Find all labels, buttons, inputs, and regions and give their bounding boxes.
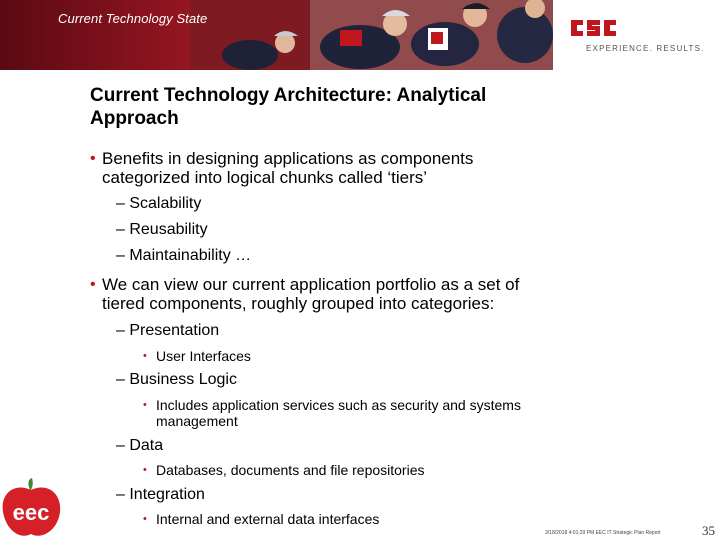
csc-logo [569,16,619,40]
detail-application-services [143,397,521,429]
bullet-2-line-1: We can view our current application portfolio as a set of [102,275,520,294]
detail-data-interfaces [143,511,380,527]
page-number: 35 [702,523,715,538]
bullet-1 [90,149,474,187]
footer-text: 3/18/2018 4:01:29 PM EEC IT Strategic Plan Report [545,530,661,536]
brand-logo-area [553,0,720,70]
bullet-dot: • [143,350,147,362]
slide-title-line-2: Approach [90,108,179,129]
sub-item-maintainability: – Maintainability … [116,247,252,264]
bullet-2 [90,275,520,313]
slide-title-line-1: Current Technology Architecture: Analytical [90,85,487,106]
slide-title [90,84,590,130]
bullet-dot: • [90,150,96,167]
bullet-dot: • [143,464,147,476]
brand-tagline: EXPERIENCE. RESULTS. [586,44,705,53]
bullet-dot: • [143,513,147,525]
header-banner [0,0,553,70]
banner-title: Current Technology State [58,11,208,26]
bullet-1-line-1: Benefits in designing applications as components [102,149,474,168]
sub-item-business-logic: – Business Logic [116,371,237,388]
detail-text-line-2: management [156,413,238,429]
bullet-2-line-2: tiered components, roughly grouped into categories: [102,294,495,313]
detail-text: Internal and external data interfaces [156,511,380,527]
detail-text-line-1: Includes application services such as security and systems [156,397,521,413]
detail-text: Databases, documents and file repositories [156,462,425,478]
detail-user-interfaces [143,348,251,364]
bullet-1-line-2: categorized into logical chunks called ‘tiers’ [102,168,428,187]
sub-item-reusability: – Reusability [116,221,208,238]
bullet-dot: • [90,276,96,293]
svg-text:eec: eec [12,500,50,525]
detail-databases [143,462,425,478]
sub-item-scalability: – Scalability [116,195,202,212]
sub-item-data: – Data [116,437,164,454]
sub-item-presentation: – Presentation [116,322,220,339]
detail-text: User Interfaces [156,348,251,364]
cyclists-photo [190,0,553,70]
sub-item-integration: – Integration [116,486,205,503]
eec-logo [0,478,62,540]
bullet-dot: • [143,399,147,411]
